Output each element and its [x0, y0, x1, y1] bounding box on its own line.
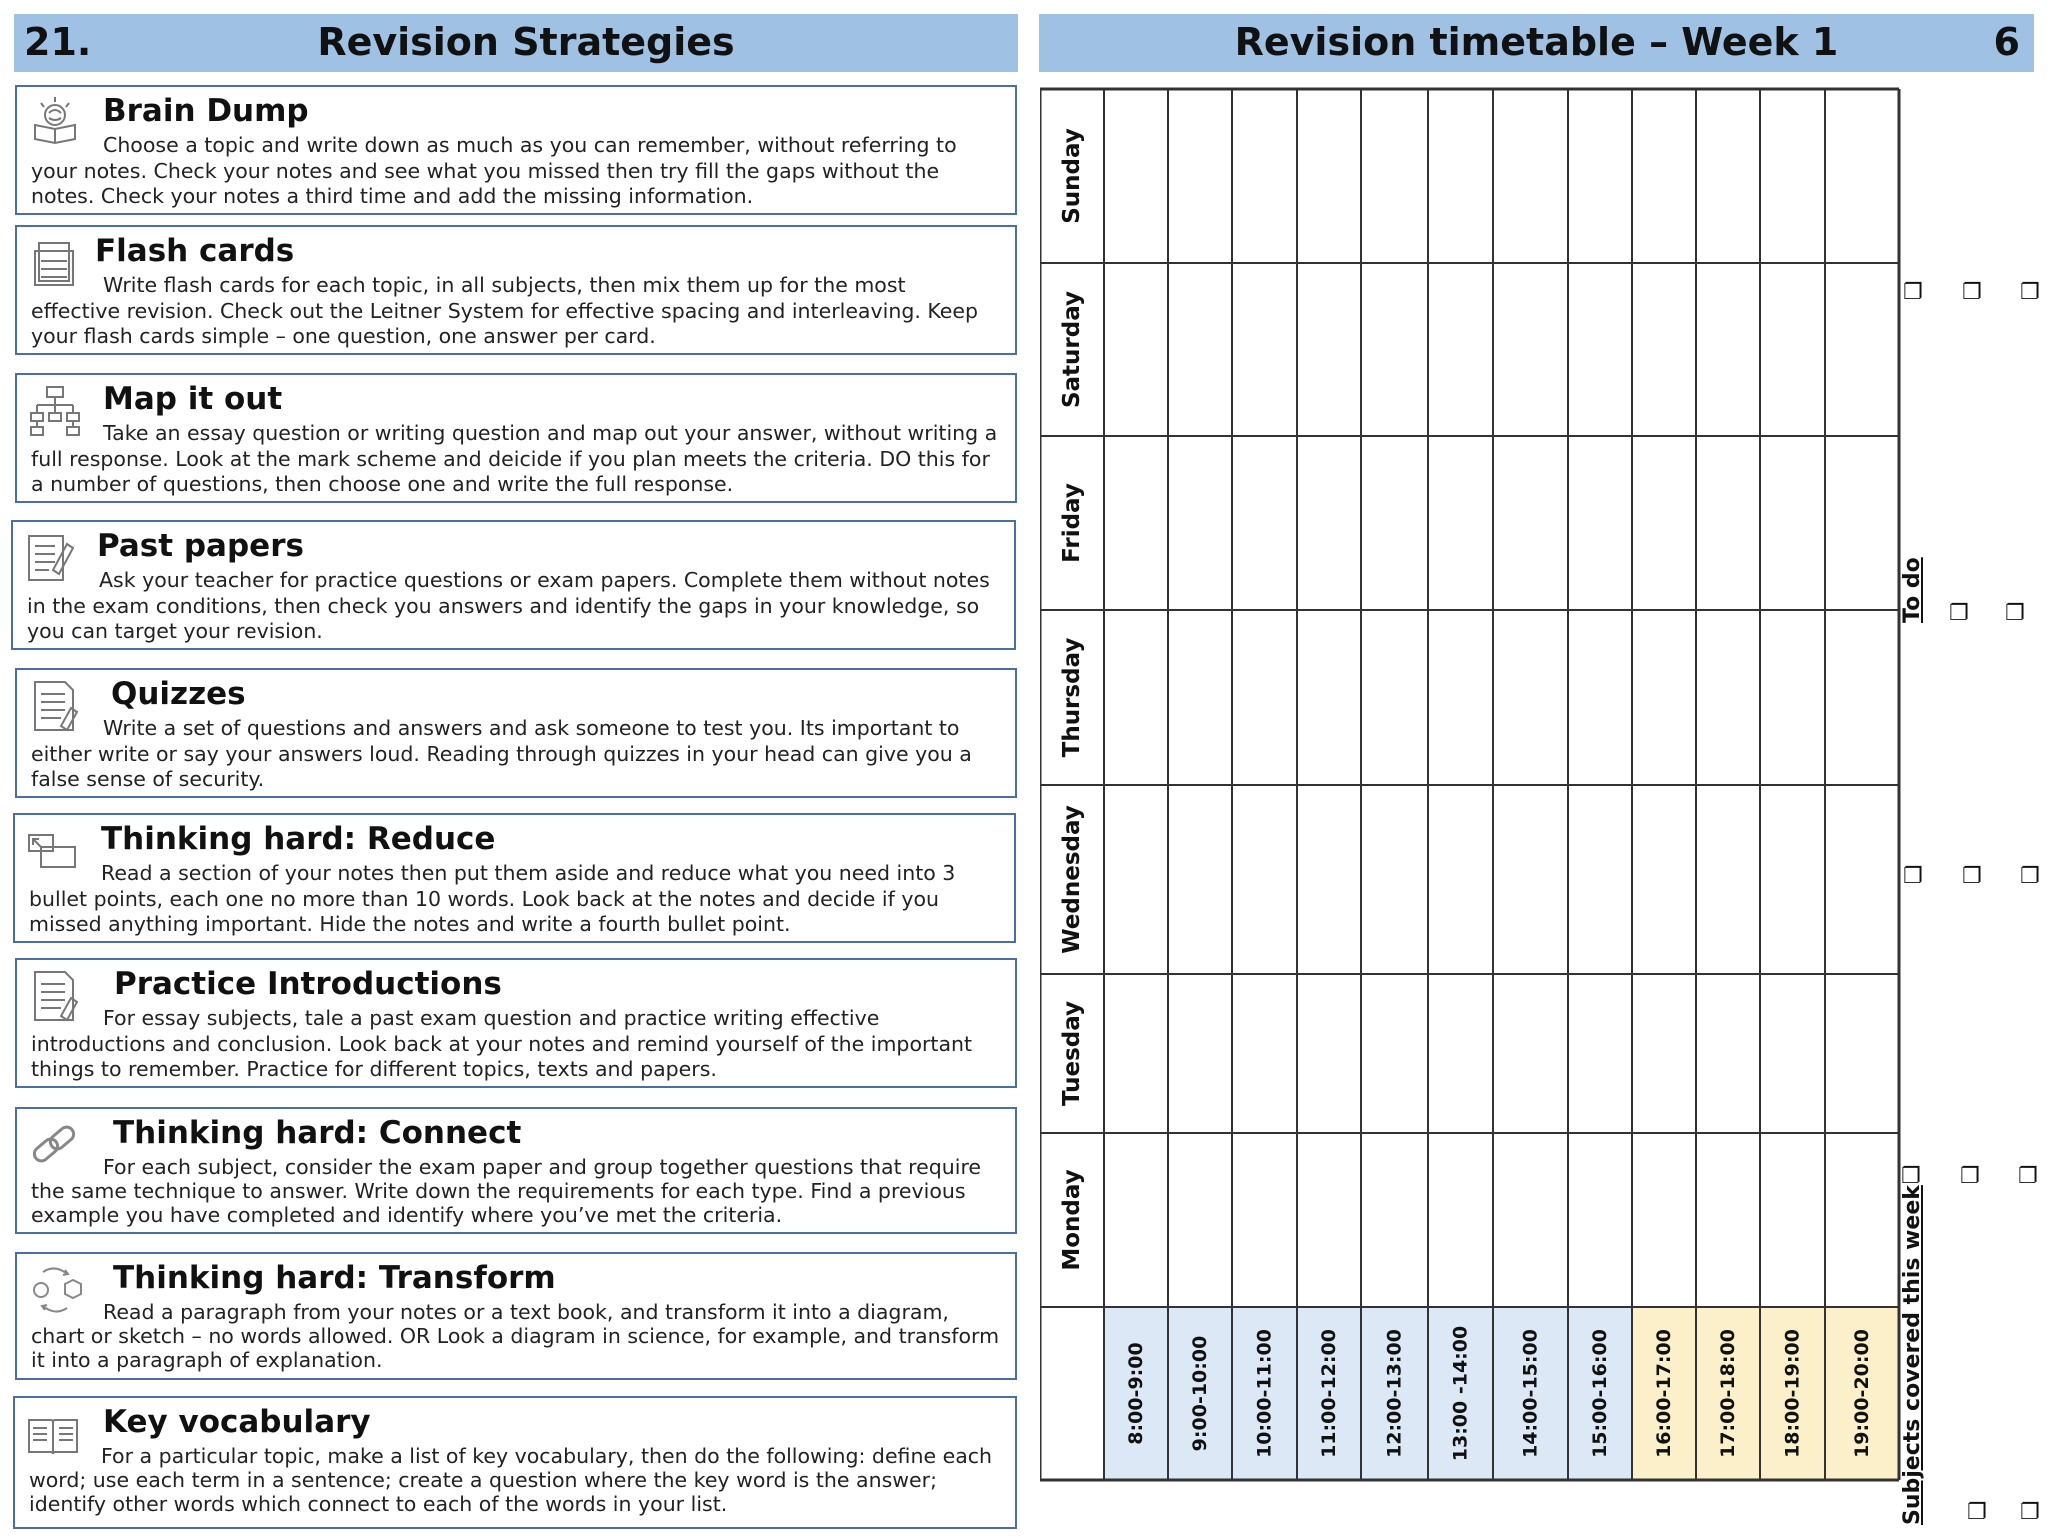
day-label: Sunday [1059, 128, 1085, 224]
checkbox[interactable]: ❐ [2020, 864, 2040, 889]
strategy-title: Thinking hard: Reduce [101, 821, 496, 857]
left-page-header [14, 14, 1018, 72]
day-label: Saturday [1059, 290, 1085, 409]
strategy-key-vocabulary [13, 1396, 1017, 1529]
strategy-description: For each subject, consider the exam paper and group together questions that require the same technique to answer. Write down the requirements for each type. Find a previous example you have completed and identify where you’ve met the criteria. [31, 1155, 982, 1227]
strategy-title: Quizzes [111, 676, 246, 712]
strategy-title: Map it out [103, 381, 283, 417]
checkbox[interactable]: ❐ [1967, 1500, 1987, 1525]
strategy-description: Write a set of questions and answers and ask someone to test you. Its important to either write or say your answers loud. Reading through quizzes in your head can give you a false sense of security. [31, 716, 972, 791]
checkbox[interactable]: ❐ [1903, 864, 1923, 889]
day-label: Friday [1059, 483, 1085, 563]
day-label: Monday [1059, 1169, 1085, 1271]
time-slot-label: 17:00-18:00 [1717, 1329, 1739, 1458]
strategy-description: Take an essay question or writing question and map out your answer, without writing a full response. Look at the mark scheme and deicide if you plan meets the criteria. DO this for a number of questions, then choose one and write the full response. [31, 421, 998, 496]
checkbox[interactable]: ❐ [1901, 1164, 1921, 1189]
strategy-brain-dump [15, 85, 1017, 215]
page-number: 6 [1993, 20, 2020, 64]
strategy-description: Ask your teacher for practice questions or exam papers. Complete them without notes in the exam conditions, then check you answers and identify the gaps in your knowledge, so you can target your revision. [27, 568, 990, 643]
time-slot-label: 15:00-16:00 [1589, 1329, 1611, 1458]
page-title: Revision Strategies [317, 20, 735, 64]
strategy-title: Brain Dump [103, 93, 309, 129]
day-label: Wednesday [1059, 805, 1085, 954]
checkbox[interactable]: ❐ [2020, 280, 2040, 305]
day-label: Tuesday [1059, 1000, 1085, 1107]
strategy-description: Write flash cards for each topic, in all subjects, then mix them up for the most effective revision. Check out the Leitner System for effective spacing and interleaving. Keep your flash cards simple – one question, one answer per card. [31, 273, 979, 348]
time-slot-label: 14:00-15:00 [1519, 1329, 1542, 1458]
strategy-practice-introductions [15, 958, 1017, 1088]
time-slot-label: 13:00 -14:00 [1449, 1325, 1472, 1462]
time-slot-label: 12:00-13:00 [1383, 1329, 1406, 1458]
strategy-description: Choose a topic and write down as much as you can remember, without referring to your notes. Check your notes and see what you missed then try fill the gaps without the notes. Check your notes a third time and add the missing information. [31, 133, 957, 208]
subjects-covered-label: Subjects covered this week [1900, 1185, 1925, 1525]
checkbox[interactable]: ❐ [2005, 601, 2025, 626]
time-slot-label: 19:00-20:00 [1851, 1329, 1873, 1458]
revision-timetable [1040, 87, 1905, 1482]
strategy-quizzes [15, 668, 1017, 798]
strategy-title: Thinking hard: Connect [113, 1115, 522, 1151]
checkbox[interactable]: ❐ [1949, 601, 1969, 626]
strategy-description: For essay subjects, tale a past exam question and practice writing effective introductions and conclusion. Look back at your notes and remind yourself of the important things to remember. Practice for different topics, texts and papers. [31, 1006, 973, 1081]
time-slot-label: 18:00-19:00 [1781, 1329, 1804, 1458]
checkbox[interactable]: ❐ [2018, 1164, 2038, 1189]
timetable-title: Revision timetable – Week 1 [1234, 20, 1839, 64]
time-slot-label: 8:00-9:00 [1125, 1342, 1147, 1445]
checkbox[interactable]: ❐ [1960, 1164, 1980, 1189]
strategy-thinking-hard-transform [15, 1252, 1017, 1380]
page-number: 21. [24, 20, 92, 64]
strategy-past-papers [11, 520, 1016, 650]
strategy-title: Practice Introductions [114, 966, 502, 1002]
strategy-title: Key vocabulary [103, 1404, 371, 1440]
strategy-title: Thinking hard: Transform [113, 1260, 556, 1296]
strategy-title: Past papers [97, 528, 304, 564]
time-slot-label: 11:00-12:00 [1318, 1329, 1340, 1458]
checkbox[interactable]: ❐ [1962, 280, 1982, 305]
checkbox[interactable]: ❐ [1962, 864, 1982, 889]
timetable-grid [1040, 87, 1905, 1482]
day-label: Thursday [1059, 637, 1085, 758]
strategy-description: For a particular topic, make a list of key vocabulary, then do the following: define each word; use each term in a sentence; create a question where the key word is the answer; identify other words which connect to each of the words in your list. [29, 1444, 993, 1516]
time-slot-label: 10:00-11:00 [1253, 1329, 1276, 1458]
to-do-label: To do [1900, 557, 1925, 623]
strategy-flash-cards [15, 225, 1017, 355]
right-page-header [1039, 14, 2034, 72]
strategy-thinking-hard-reduce [13, 813, 1016, 943]
strategy-map-it-out [15, 373, 1017, 503]
time-slot-label: 16:00-17:00 [1653, 1329, 1675, 1458]
strategy-description: Read a paragraph from your notes or a text book, and transform it into a diagram, chart or sketch – no words allowed. OR Look a diagram in science, for example, and transform it into a paragraph of explanation. [31, 1300, 1000, 1372]
checkbox[interactable]: ❐ [1903, 280, 1923, 305]
strategy-thinking-hard-connect [15, 1107, 1017, 1234]
time-slot-label: 9:00-10:00 [1189, 1335, 1211, 1452]
checkbox[interactable]: ❐ [2020, 1500, 2040, 1525]
strategy-title: Flash cards [95, 233, 295, 269]
strategy-description: Read a section of your notes then put them aside and reduce what you need into 3 bullet points, each one no more than 10 words. Look back at the notes and decide if you missed anything important. Hide the notes and write a fourth bullet point. [29, 861, 956, 936]
